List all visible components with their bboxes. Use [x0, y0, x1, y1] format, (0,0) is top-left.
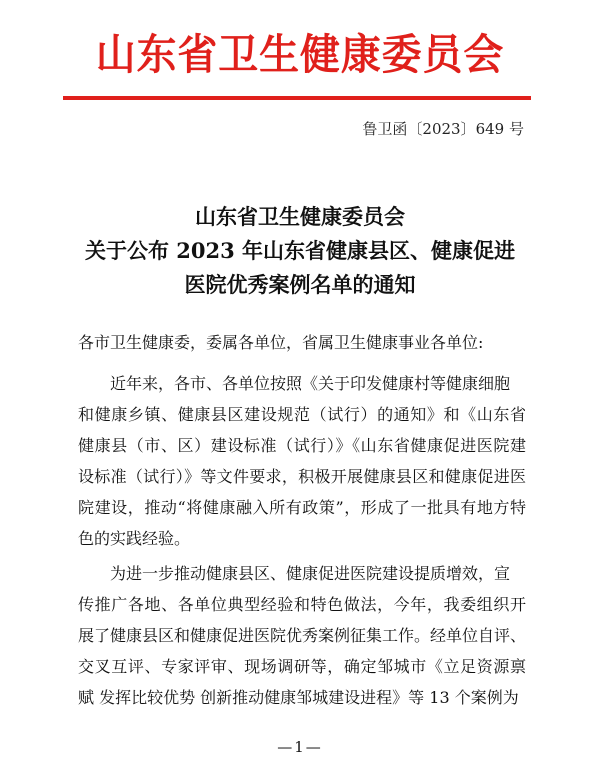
document-number: 鲁卫函〔2023〕649 号 — [362, 120, 524, 138]
salutation: 各市卫生健康委，委属各单位，省属卫生健康事业各单位: — [78, 333, 484, 352]
paragraph-line: 近年来，各市、各单位按照《关于印发健康村等健康细胞 — [110, 374, 511, 393]
page-number: —1— — [277, 738, 323, 756]
paragraph-line: 和健康乡镇、健康县区建设规范（试行）的通知》和《山东省 — [78, 405, 526, 424]
paragraph-line: 健康县（市、区）建设标准（试行）》《山东省健康促进医院建 — [78, 436, 526, 455]
paragraph-line: 交叉互评、专家评审、现场调研等，确定邹城市《立足资源禀 — [78, 657, 526, 676]
title-line: 医院优秀案例名单的通知 — [184, 272, 416, 297]
paragraph-line: 设标准（试行）》等文件要求，积极开展健康县区和健康促进医 — [78, 467, 526, 486]
title-line: 关于公布 2023 年山东省健康县区、健康促进 — [84, 238, 516, 263]
paragraph-line: 为进一步推动健康县区、健康促进医院建设提质增效，宣 — [110, 564, 511, 583]
paragraph-line: 院建设，推动“将健康融入所有政策”，形成了一批具有地方特 — [78, 498, 526, 517]
paragraph-line: 展了健康县区和健康促进医院优秀案例征集工作。经单位自评、 — [78, 626, 527, 645]
paragraph-line: 赋 发挥比较优势 创新推动健康邹城建设进程》等 13 个案例为 — [78, 688, 519, 707]
notice-title — [0, 200, 600, 302]
title-line: 山东省卫生健康委员会 — [195, 204, 405, 229]
red-divider-line — [63, 96, 531, 100]
body-paragraph-1 — [78, 368, 526, 554]
masthead-title: 山东省卫生健康委员会 — [95, 30, 505, 79]
body-paragraph-2 — [78, 558, 526, 713]
paragraph-line: 传推广各地、各单位典型经验和特色做法，今年，我委组织开 — [78, 595, 526, 614]
paragraph-line: 色的实践经验。 — [78, 529, 191, 548]
